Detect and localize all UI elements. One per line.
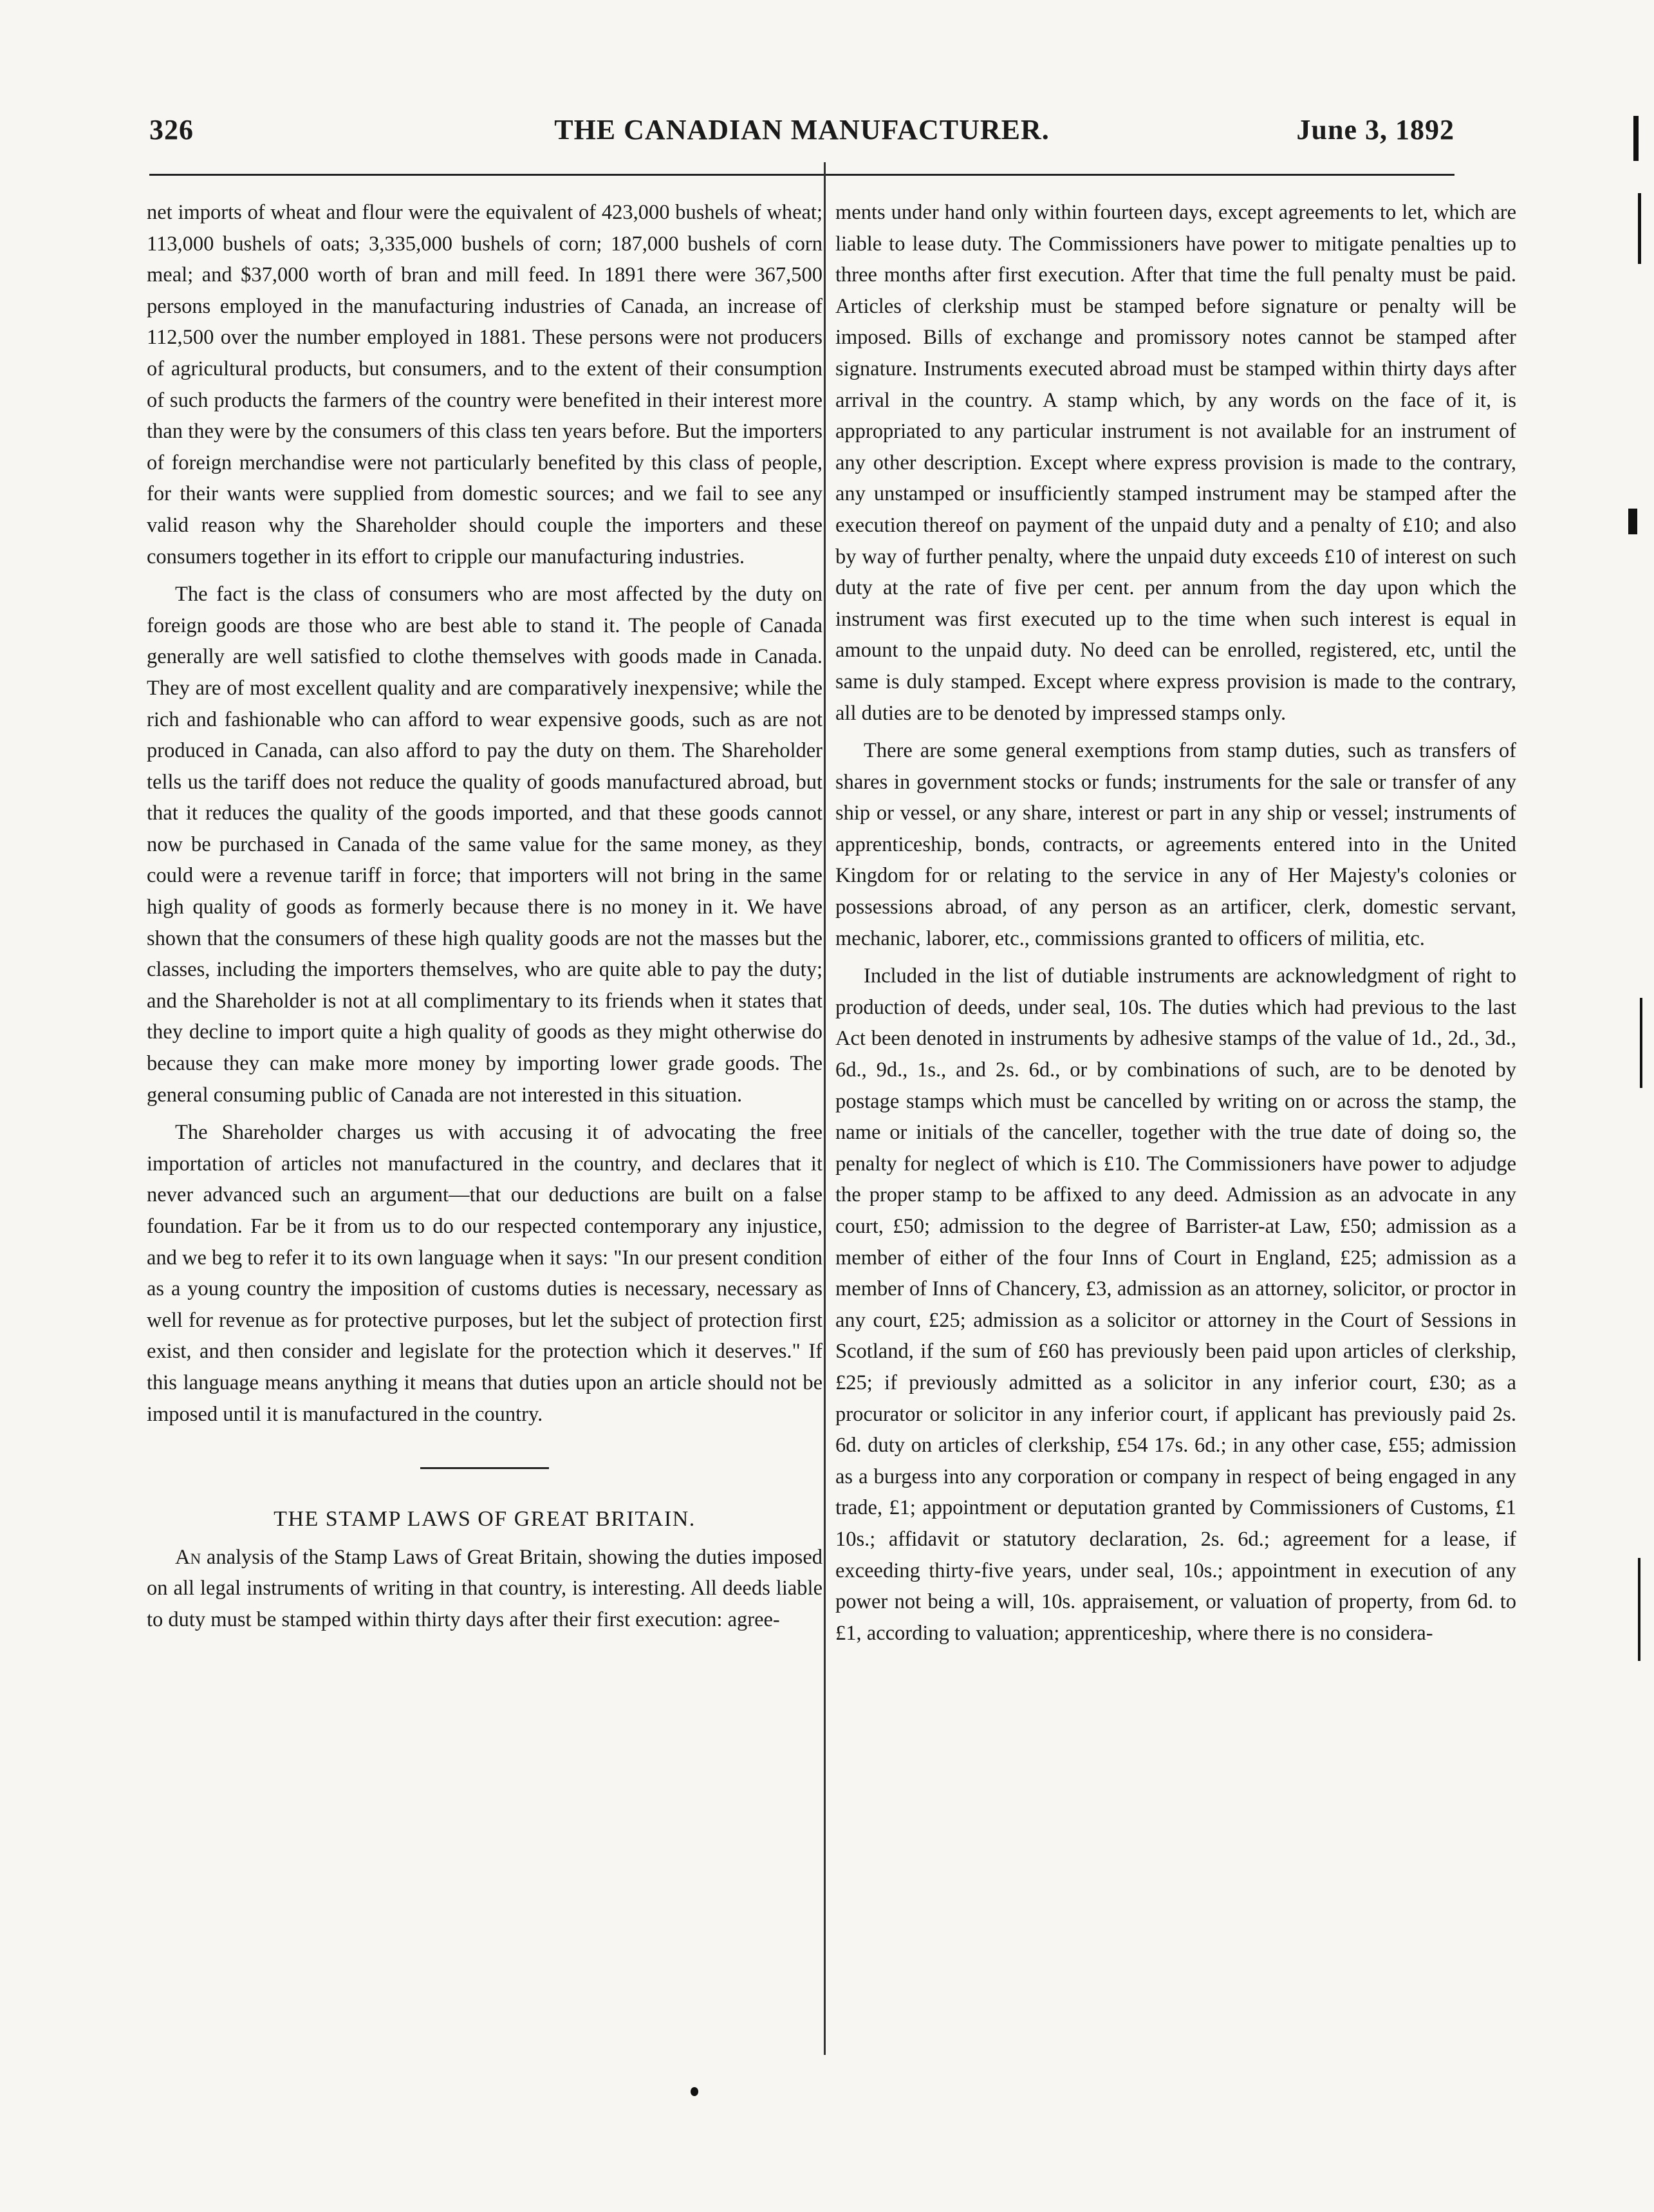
page-number: 326: [149, 114, 194, 145]
print-speck: [691, 2087, 698, 2096]
column-divider: [824, 162, 826, 2055]
article-paragraph: Included in the list of dutiable instruments are acknowledgment of right to production of deeds, under seal, 10s. The duties which had previous to the last Act been denoted in instruments by adhesive stamps of the value of 1d., 2d., 3d., 6d., 9d., 1s., and 2s. 6d., or by combinations of such, are to be denoted by postage stamps which must be cancelled by writing on or across the stamp, the name or initials of the canceller, together with the true date of doing so, the penalty for neglect of which is £10. The Commissioners have power to adjudge the proper stamp to be affixed to any deed. Admission as an advocate in any court, £50; admission to the degree of Barrister-at Law, £50; admission as a member of either of the four Inns of Court in England, £25; admission as a member of Inns of Chancery, £3, admission as an attorney, solicitor, or proctor in any court, £25; admission as a solicitor or attorney in the Court of Sessions in Scotland, if the sum of £60 has previously been paid upon articles of clerkship, £25; if previously admitted as a solicitor in any inferior court, £30; as a procurator or solicitor in any inferior court, if applicant has previously paid 2s. 6d. duty on articles of clerkship, £54 17s. 6d.; in any other case, £55; admission as a burgess into any corporation or company in respect of being engaged in any trade, £1; appointment or deputation granted by Commissioners of Customs, £1 10s.; affidavit or statutory declaration, 2s. 6d.; agreement for a lease, if exceeding thirty-five years, under seal, 10s.; appointment in execution of any power not being a will, 10s. appraisement, or valuation of property, from 6d. to £1, according to valuation; apprenticeship, where there is no considera-: [835, 964, 1516, 1645]
section-text: analysis of the Stamp Laws of Great Britain, showing the duties imposed on all legal instruments of writing in that country, is interesting. All deeds liable to duty must be stamped within thirty days after their first execution: agree-: [147, 1545, 822, 1631]
article-paragraph: The fact is the class of consumers who are most affected by the duty on foreign goods are those who are best able to stand it. The people of Canada generally are well satisfied to clothe themselves with goods made in Canada. They are of most excellent quality and are comparatively inexpensive; while the rich and fashionable who can afford to wear expensive goods, such as are not produced in Canada, can also afford to pay the duty on them. The Shareholder tells us the tariff does not reduce the quality of goods manufactured abroad, but that it reduces the quality of the goods imported, and that these goods cannot now be purchased in Canada of the same value for the same money, as they could were a revenue tariff in force; that importers will not bring in the same high quality of goods as formerly because there is no money in it. We have shown that the consumers of these high quality goods are not the masses but the classes, including the importers themselves, who are quite able to pay the duty; and the Shareholder is not at all complimentary to its friends when it states that they decline to import quite a high quality of goods as they might otherwise do because they can make more money by importing lower grade goods. The general consuming public of Canada are not interested in this situation.: [147, 583, 822, 1107]
section-heading: THE STAMP LAWS OF GREAT BRITAIN.: [274, 1507, 696, 1532]
article-paragraph: There are some general exemptions from stamp duties, such as transfers of shares in government stocks or funds; instruments for the sale or transfer of any ship or vessel, or any share, interest or part in any ship or vessel; instruments of apprenticeship, bonds, contracts, or agreements entered into in the United Kingdom for or relating to the service in any of Her Majesty's colonies or possessions abroad, of any person as an artificer, clerk, domestic servant, mechanic, laborer, etc., commissions granted to officers of militia, etc.: [835, 739, 1516, 950]
scan-edge-mark: [1638, 193, 1641, 264]
publication-title: THE CANADIAN MANUFACTURER.: [554, 114, 1050, 145]
article-paragraph: ments under hand only within fourteen days, except agreements to let, which are liable to lease duty. The Commissioners have power to mitigate penalties up to three months after first execution. After that time the full penalty must be paid. Articles of clerkship must be stamped before signature or penalty will be imposed. Bills of exchange and promissory notes cannot be stamped after signature. Instruments executed abroad must be stamped within thirty days after arrival in the country. A stamp which, by any words on the face of it, is appropriated to any particular instrument is not available for an instrument of any other description. Except where express provision is made to the contrary, any unstamped or insufficiently stamped instrument may be stamped after the execution thereof on payment of the unpaid duty and a penalty of £10; and also by way of further penalty, where the unpaid duty exceeds £10 of interest on such duty at the rate of five per cent. per annum from the day upon which the instrument was first executed up to the time when such interest is equal in amount to the unpaid duty. No deed can be enrolled, registered, etc, until the same is duly stamped. Except where express provision is made to the contrary, all duties are to be denoted by impressed stamps only.: [835, 201, 1516, 725]
section-paragraph: [147, 1542, 822, 1636]
scan-edge-mark: [1633, 116, 1639, 161]
scan-edge-mark: [1638, 1558, 1640, 1661]
scan-edge-mark: [1640, 998, 1642, 1088]
issue-date: June 3, 1892: [1296, 114, 1454, 145]
section-divider: [420, 1467, 549, 1469]
page-header: [149, 113, 1454, 160]
section-lead-word: An: [175, 1545, 201, 1569]
left-column: [147, 197, 822, 1636]
right-column: [835, 197, 1516, 1649]
header-rule: [149, 174, 1454, 176]
article-paragraph: The Shareholder charges us with accusing it of advocating the free importation of articles not manufactured in the country, and declares that it never advanced such an argument—that our deductions are built on a false foundation. Far be it from us to do our respected contemporary any injustice, and we beg to refer it to its own language when it says: "In our present condition as a young country the imposition of customs duties is necessary, necessary as well for revenue as for protective purposes, but let the subject of protection first exist, and then consider and legislate for the protection which it deserves." If this language means anything it means that duties upon an article should not be imposed until it is manufactured in the country.: [147, 1121, 822, 1426]
scan-edge-mark: [1628, 509, 1637, 534]
article-paragraph: net imports of wheat and flour were the equivalent of 423,000 bushels of wheat; 113,000 bushels of oats; 3,335,000 bushels of corn; 187,000 bushels of corn meal; and $37,000 worth of bran and mill feed. In 1891 there were 367,500 persons employed in the manufacturing industries of Canada, an increase of 112,500 over the number employed in 1881. These persons were not producers of agricultural products, but consumers, and to the extent of their consumption of such products the farmers of the country were benefited in their interest more than they were by the consumers of this class ten years before. But the importers of foreign merchandise were not particularly benefited by this class of people, for their wants were supplied from domestic sources; and we fail to see any valid reason why the Shareholder should couple the importers and these consumers together in its effort to cripple our manufacturing industries.: [147, 201, 822, 568]
